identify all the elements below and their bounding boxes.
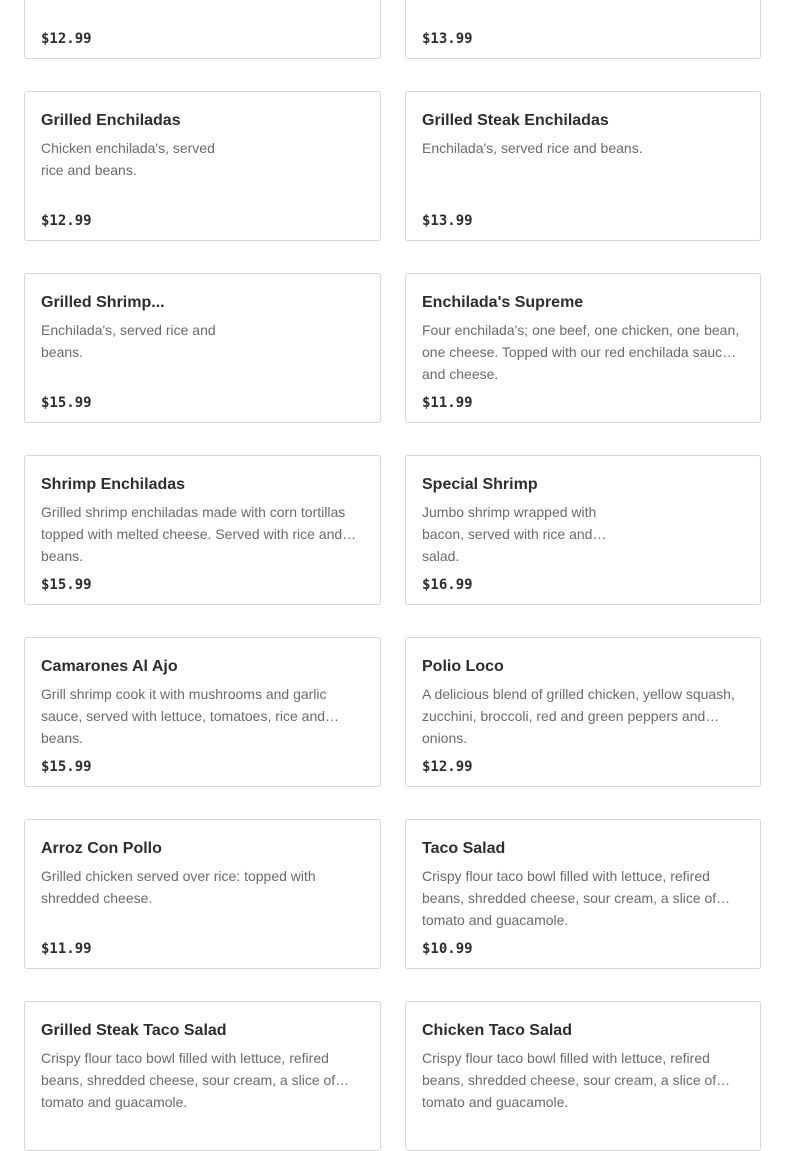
menu-item-price: $15.99 [41, 395, 92, 411]
menu-item-description: Enchilada's, served rice and beans. [422, 140, 643, 156]
menu-item-name: Grilled Steak Enchiladas [422, 112, 609, 129]
menu-item-price: $12.99 [41, 213, 92, 229]
menu-item-price: $15.99 [41, 577, 92, 593]
menu-item-name: Arroz Con Pollo [41, 840, 162, 857]
menu-item-card[interactable] [405, 91, 761, 241]
menu-item-price: $13.99 [422, 31, 473, 47]
menu-item-description: Crispy flour taco bowl filled with lettuce, refired beans, shredded cheese, sour cream, a slice of tomato and guacamole. [41, 1050, 336, 1110]
menu-item-price: $13.99 [422, 213, 473, 229]
menu-item-description: Grill shrimp cook it with mushrooms and garlic sauce, served with lettuce, tomatoes, rice and beans. [41, 686, 327, 746]
menu-item-name: Polio Loco [422, 658, 504, 675]
menu-item-name: Shrimp Enchiladas [41, 476, 186, 493]
menu-item-card[interactable] [24, 273, 381, 423]
menu-item-name: Taco Salad [422, 840, 506, 857]
menu-item-card[interactable] [24, 0, 381, 59]
menu-item-card[interactable] [24, 455, 381, 605]
menu-item-price: $15.99 [41, 759, 92, 775]
menu-item-description: Chicken enchilada's, served rice and beans. [41, 140, 215, 178]
menu-item-price: $12.99 [41, 31, 92, 47]
menu-item-card[interactable] [405, 1001, 761, 1151]
menu-item-description: A delicious blend of grilled chicken, yellow squash, zucchini, broccoli, red and green peppers and onions. [422, 686, 735, 746]
menu-item-card[interactable] [405, 273, 761, 423]
menu-item-name: Grilled Shrimp... [41, 294, 165, 311]
menu-item-description: Grilled shrimp enchiladas made with corn tortillas topped with melted cheese. Served with rice and beans. [41, 504, 346, 564]
menu-item-card[interactable] [405, 0, 761, 59]
menu-item-price: $12.99 [422, 759, 473, 775]
menu-item-card[interactable] [405, 455, 761, 605]
menu-item-card[interactable] [405, 819, 761, 969]
menu-item-description: Grilled chicken served over rice: topped with shredded cheese. [41, 868, 316, 906]
menu-item-name: Grilled Enchiladas [41, 112, 181, 129]
menu-item-card[interactable] [24, 637, 381, 787]
menu-item-name: Special Shrimp [422, 476, 538, 493]
menu-item-description: Four enchilada's; one beef, one chicken, one bean, one cheese. Topped with our red enchilada sauce and cheese. [422, 322, 740, 382]
menu-item-price: $11.99 [41, 941, 92, 957]
menu-item-card[interactable] [24, 819, 381, 969]
menu-item-description: Jumbo shrimp wrapped with bacon, served with rice and salad. [422, 504, 597, 564]
menu-item-name: Grilled Steak Taco Salad [41, 1022, 227, 1039]
menu-item-price: $11.99 [422, 395, 473, 411]
menu-item-card[interactable] [405, 637, 761, 787]
menu-item-price: $10.99 [422, 941, 473, 957]
menu-item-card[interactable] [24, 91, 381, 241]
menu-item-name: Camarones Al Ajo [41, 658, 178, 675]
menu-item-price: $16.99 [422, 577, 473, 593]
menu-item-card[interactable] [24, 1001, 381, 1151]
menu-item-name: Chicken Taco Salad [422, 1022, 572, 1039]
menu-item-description: Crispy flour taco bowl filled with lettuce, refired beans, shredded cheese, sour cream, a slice of tomato and guacamole. [422, 868, 717, 928]
menu-item-grid [24, 0, 761, 1151]
menu-item-name: Enchilada's Supreme [422, 294, 584, 311]
menu-item-description: Crispy flour taco bowl filled with lettuce, refired beans, shredded cheese, sour cream, a slice of tomato and guacamole. [422, 1050, 717, 1110]
menu-item-description: Enchilada's, served rice and beans. [41, 322, 216, 360]
